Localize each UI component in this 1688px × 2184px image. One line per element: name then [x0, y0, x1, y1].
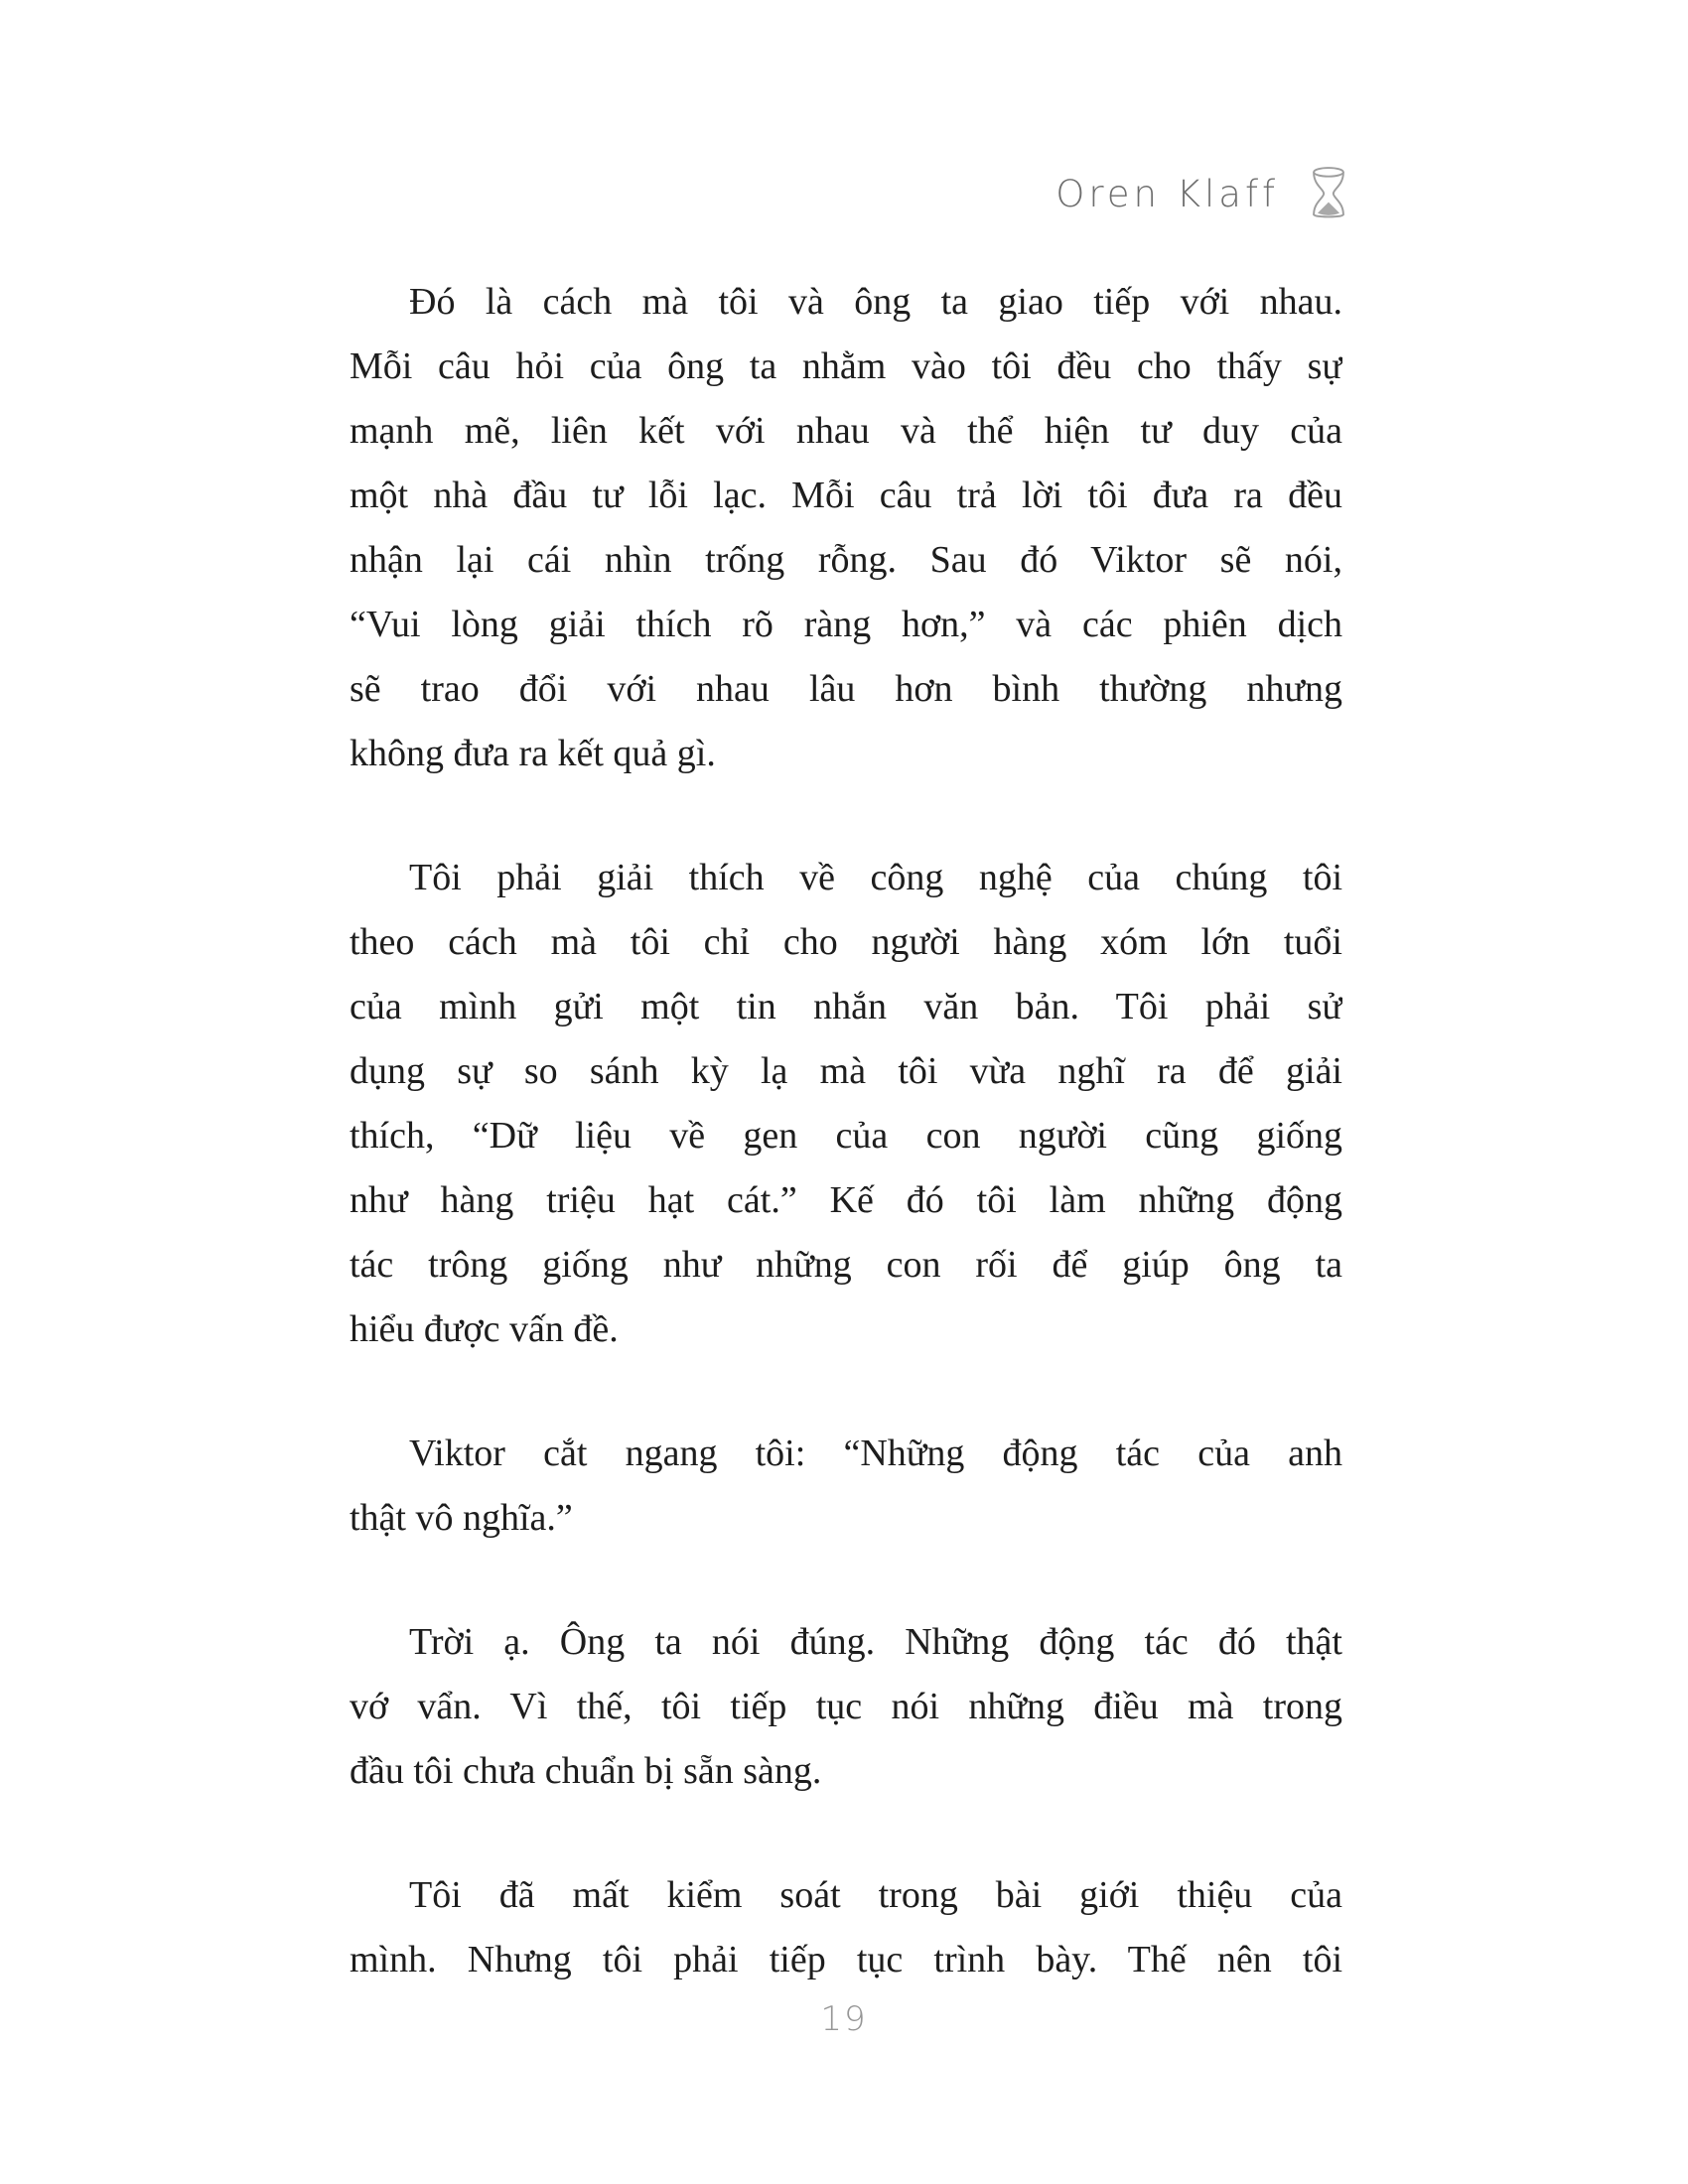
paragraph [350, 270, 1342, 786]
page-header [1055, 165, 1352, 222]
text-line: mình. Nhưng tôi phải tiếp tục trình bày. Thế nên tôi [350, 1939, 1342, 1980]
text-line: hiểu được vấn đề. [350, 1308, 619, 1350]
text-line: không đưa ra kết quả gì. [350, 733, 716, 774]
paragraph [350, 1422, 1342, 1551]
text-line: đầu tôi chưa chuẩn bị sẵn sàng. [350, 1750, 822, 1792]
body-text [350, 270, 1342, 1992]
text-line: của mình gửi một tin nhắn văn bản. Tôi phải sử [350, 986, 1342, 1027]
text-line: Viktor cắt ngang tôi: “Những động tác của anh [409, 1433, 1342, 1474]
paragraph [350, 1610, 1342, 1804]
text-line: theo cách mà tôi chỉ cho người hàng xóm lớn tuổi [350, 921, 1342, 963]
paragraph [350, 846, 1342, 1362]
text-line: Trời ạ. Ông ta nói đúng. Những động tác đó thật [409, 1621, 1342, 1663]
text-line: như hàng triệu hạt cát.” Kế đó tôi làm những động [350, 1179, 1342, 1221]
text-line: dụng sự so sánh kỳ lạ mà tôi vừa nghĩ ra để giải [350, 1050, 1342, 1092]
text-line: vớ vẩn. Vì thế, tôi tiếp tục nói những điều mà trong [350, 1686, 1342, 1727]
text-line: tác trông giống như những con rối để giúp ông ta [350, 1244, 1342, 1286]
text-line: Tôi phải giải thích về công nghệ của chúng tôi [409, 857, 1342, 898]
text-line: một nhà đầu tư lỗi lạc. Mỗi câu trả lời tôi đưa ra đều [350, 475, 1342, 516]
page-number: 19 [820, 1999, 868, 2039]
text-line: Mỗi câu hỏi của ông ta nhằm vào tôi đều cho thấy sự [350, 345, 1342, 387]
text-line: Đó là cách mà tôi và ông ta giao tiếp với nhau. [409, 281, 1342, 323]
text-line: Tôi đã mất kiểm soát trong bài giới thiệu của [409, 1874, 1342, 1916]
text-line: thích, “Dữ liệu về gen của con người cũng giống [350, 1115, 1342, 1157]
hourglass-icon [1305, 165, 1352, 222]
author-name: Oren Klaff [1055, 172, 1279, 215]
text-line: “Vui lòng giải thích rõ ràng hơn,” và các phiên dịch [350, 604, 1342, 645]
text-line: nhận lại cái nhìn trống rỗng. Sau đó Viktor sẽ nói, [350, 539, 1342, 581]
text-line: mạnh mẽ, liên kết với nhau và thể hiện tư duy của [350, 410, 1342, 452]
paragraph [350, 1863, 1342, 1992]
text-line: sẽ trao đổi với nhau lâu hơn bình thường nhưng [350, 668, 1342, 710]
text-line: thật vô nghĩa.” [350, 1497, 573, 1539]
